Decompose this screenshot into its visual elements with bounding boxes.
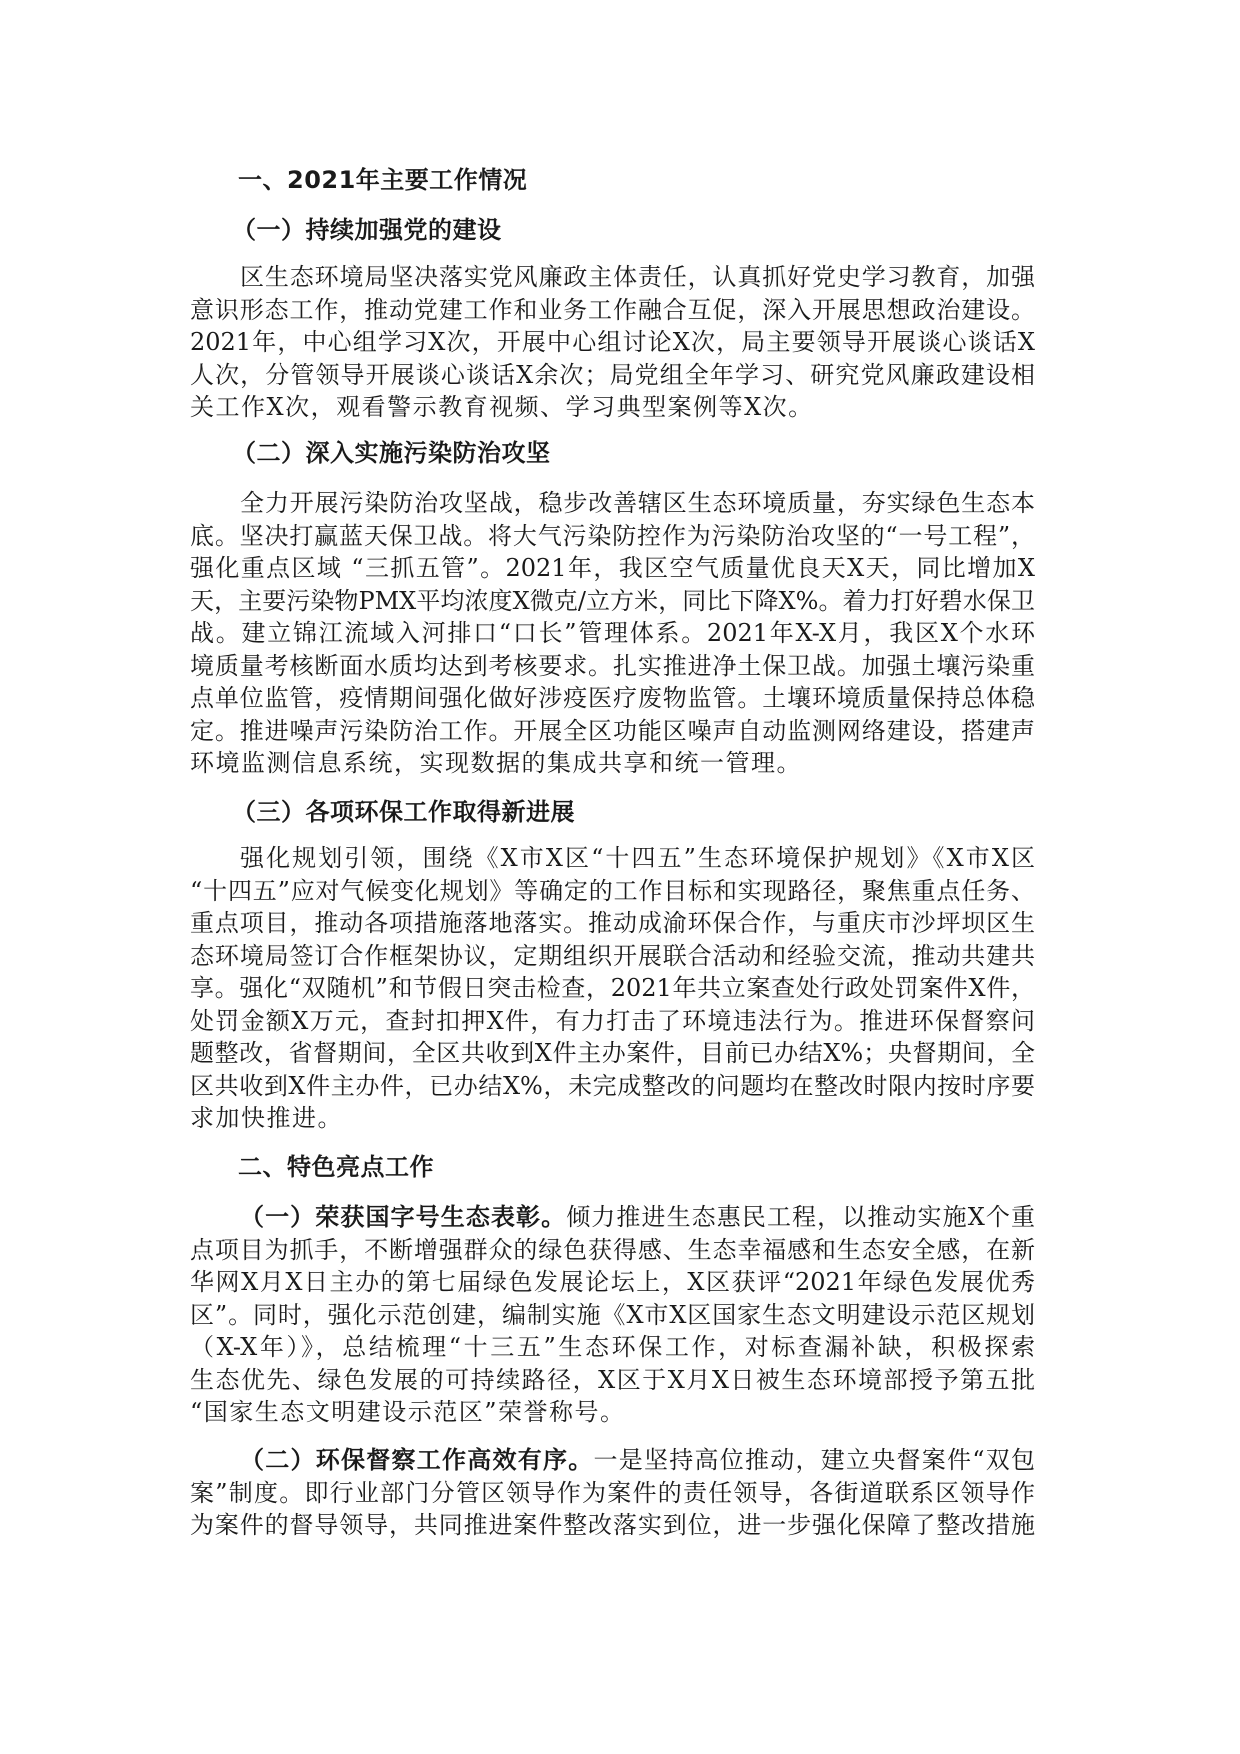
- paragraph-national-award: [190, 1201, 1035, 1429]
- subsection-heading-1: （一）持续加强党的建设: [232, 216, 502, 244]
- paragraph-lead-title: （二）环保督察工作高效有序。: [240, 1446, 594, 1474]
- text-line: [190, 1444, 1035, 1477]
- line-text: 华网X月X日主办的第七届绿色发展论坛上，X区获评“2021年绿色发展优秀: [190, 1268, 1035, 1296]
- line-text: 环境监测信息系统，实现数据的集成共享和统一管理。: [190, 749, 802, 777]
- line-text: 求加快推进。: [190, 1104, 343, 1132]
- text-line: [190, 650, 1035, 683]
- line-text: “国家生态文明建设示范区”荣誉称号。: [190, 1398, 626, 1426]
- text-line: [190, 1070, 1035, 1103]
- text-line: [190, 1331, 1035, 1364]
- text-line: [190, 326, 1035, 359]
- line-text: 处罚金额X万元，查封扣押X件，有力打击了环境违法行为。推进环保督察问: [190, 1006, 1035, 1035]
- subsection-heading-3: （三）各项环保工作取得新进展: [232, 798, 575, 826]
- text-line: [190, 261, 1035, 294]
- text-line: [190, 747, 1035, 780]
- text-line: [190, 585, 1035, 618]
- paragraph-pollution-control: [190, 487, 1035, 780]
- text-line: [190, 940, 1035, 973]
- line-text: 题整改，省督期间，全区共收到X件主办案件，目前已办结X%；央督期间，全: [190, 1039, 1035, 1067]
- text-line: [190, 1102, 1035, 1135]
- text-line: [190, 875, 1035, 908]
- text-line: [190, 972, 1035, 1005]
- line-text: 区生态环境局坚决落实党风廉政主体责任，认真抓好党史学习教育，加强: [240, 263, 1035, 291]
- line-text: 2021年，中心组学习X次，开展中心组讨论X次，局主要领导开展谈心谈话X: [190, 328, 1035, 356]
- paragraph-inspection-work: [190, 1444, 1035, 1542]
- text-line: [190, 1201, 1035, 1234]
- text-line: [190, 359, 1035, 392]
- text-line: [190, 1234, 1035, 1267]
- line-text: 全力开展污染防治攻坚战，稳步改善辖区生态环境质量，夯实绿色生态本: [240, 489, 1035, 517]
- line-text: 案”制度。即行业部门分管区领导作为案件的责任领导，各街道联系区领导作: [190, 1478, 1035, 1507]
- text-line: [190, 552, 1035, 585]
- text-line: [190, 1477, 1035, 1510]
- section-heading-1: 一、2021年主要工作情况: [238, 166, 528, 194]
- text-line: [190, 907, 1035, 940]
- paragraph-party-building: [190, 261, 1035, 424]
- line-text: 为案件的督导领导，共同推进案件整改落实到位，进一步强化保障了整改措施: [190, 1511, 1035, 1539]
- text-line: [190, 1509, 1035, 1542]
- line-text: 境质量考核断面水质均达到考核要求。扎实推进净土保卫战。加强土壤污染重: [190, 651, 1035, 680]
- text-line: [190, 520, 1035, 553]
- text-line: [190, 715, 1035, 748]
- line-text: 区共收到X件主办件，已办结X%，未完成整改的问题均在整改时限内按时序要: [190, 1071, 1035, 1100]
- line-text: 重点项目，推动各项措施落地落实。推动成渝环保合作，与重庆市沙坪坝区生: [190, 909, 1035, 937]
- text-line: [190, 1005, 1035, 1038]
- line-text: 强化规划引领，围绕《X市X区“十四五”生态环境保护规划》《X市X区: [240, 844, 1035, 872]
- paragraph-lead-title: （一）荣获国字号生态表彰。: [240, 1203, 567, 1231]
- section-heading-2: 二、特色亮点工作: [238, 1153, 434, 1181]
- text-line: [190, 617, 1035, 650]
- text-line: [190, 1037, 1035, 1070]
- text-line: [190, 1396, 1035, 1429]
- line-text: 点单位监管，疫情期间强化做好涉疫医疗废物监管。土壤环境质量保持总体稳: [190, 684, 1035, 712]
- text-line: [190, 487, 1035, 520]
- text-line: [190, 1364, 1035, 1397]
- line-text: 生态优先、绿色发展的可持续路径，X区于X月X日被生态环境部授予第五批: [190, 1365, 1035, 1394]
- line-text: 底。坚决打赢蓝天保卫战。将大气污染防控作为污染防治攻坚的“一号工程”，: [190, 521, 1035, 550]
- text-line: [190, 1266, 1035, 1299]
- text-line: [190, 294, 1035, 327]
- text-line: [190, 842, 1035, 875]
- line-text: 战。建立锦江流域入河排口“口长”管理体系。2021年X-X月，我区X个水环: [190, 619, 1035, 647]
- paragraph-environmental-progress: [190, 842, 1035, 1135]
- text-line: [190, 1299, 1035, 1332]
- line-text: 天，主要污染物PMX平均浓度X微克/立方米，同比下降X%。着力打好碧水保卫: [190, 586, 1035, 615]
- line-text: 点项目为抓手，不断增强群众的绿色获得感、生态幸福感和生态安全感，在新: [190, 1235, 1035, 1264]
- line-text: 一是坚持高位推动，建立央督案件“双包: [593, 1446, 1036, 1474]
- line-text: 意识形态工作，推动党建工作和业务工作融合互促，深入开展思想政治建设。: [190, 295, 1035, 324]
- line-text: 定。推进噪声污染防治工作。开展全区功能区噪声自动监测网络建设，搭建声: [190, 716, 1035, 745]
- line-text: 关工作X次，观看警示教育视频、学习典型案例等X次。: [190, 393, 814, 421]
- line-text: 区”。同时，强化示范创建，编制实施《X市X区国家生态文明建设示范区规划: [190, 1300, 1035, 1329]
- text-line: [190, 391, 1035, 424]
- line-text: 人次，分管领导开展谈心谈话X余次；局党组全年学习、研究党风廉政建设相: [190, 360, 1035, 389]
- line-text: 强化重点区域 “三抓五管”。2021年，我区空气质量优良天X天，同比增加X: [190, 554, 1035, 582]
- line-text: “十四五”应对气候变化规划》等确定的工作目标和实现路径，聚焦重点任务、: [190, 876, 1035, 905]
- subsection-heading-2: （二）深入实施污染防治攻坚: [232, 439, 551, 467]
- line-text: 倾力推进生态惠民工程，以推动实施X个重: [566, 1203, 1035, 1231]
- line-text: 享。强化“双随机”和节假日突击检查，2021年共立案查处行政处罚案件X件，: [190, 974, 1035, 1002]
- text-line: [190, 682, 1035, 715]
- line-text: （X-X年）》，总结梳理“十三五”生态环保工作，对标查漏补缺，积极探索: [190, 1333, 1035, 1361]
- line-text: 态环境局签订合作框架协议，定期组织开展联合活动和经验交流，推动共建共: [190, 941, 1035, 970]
